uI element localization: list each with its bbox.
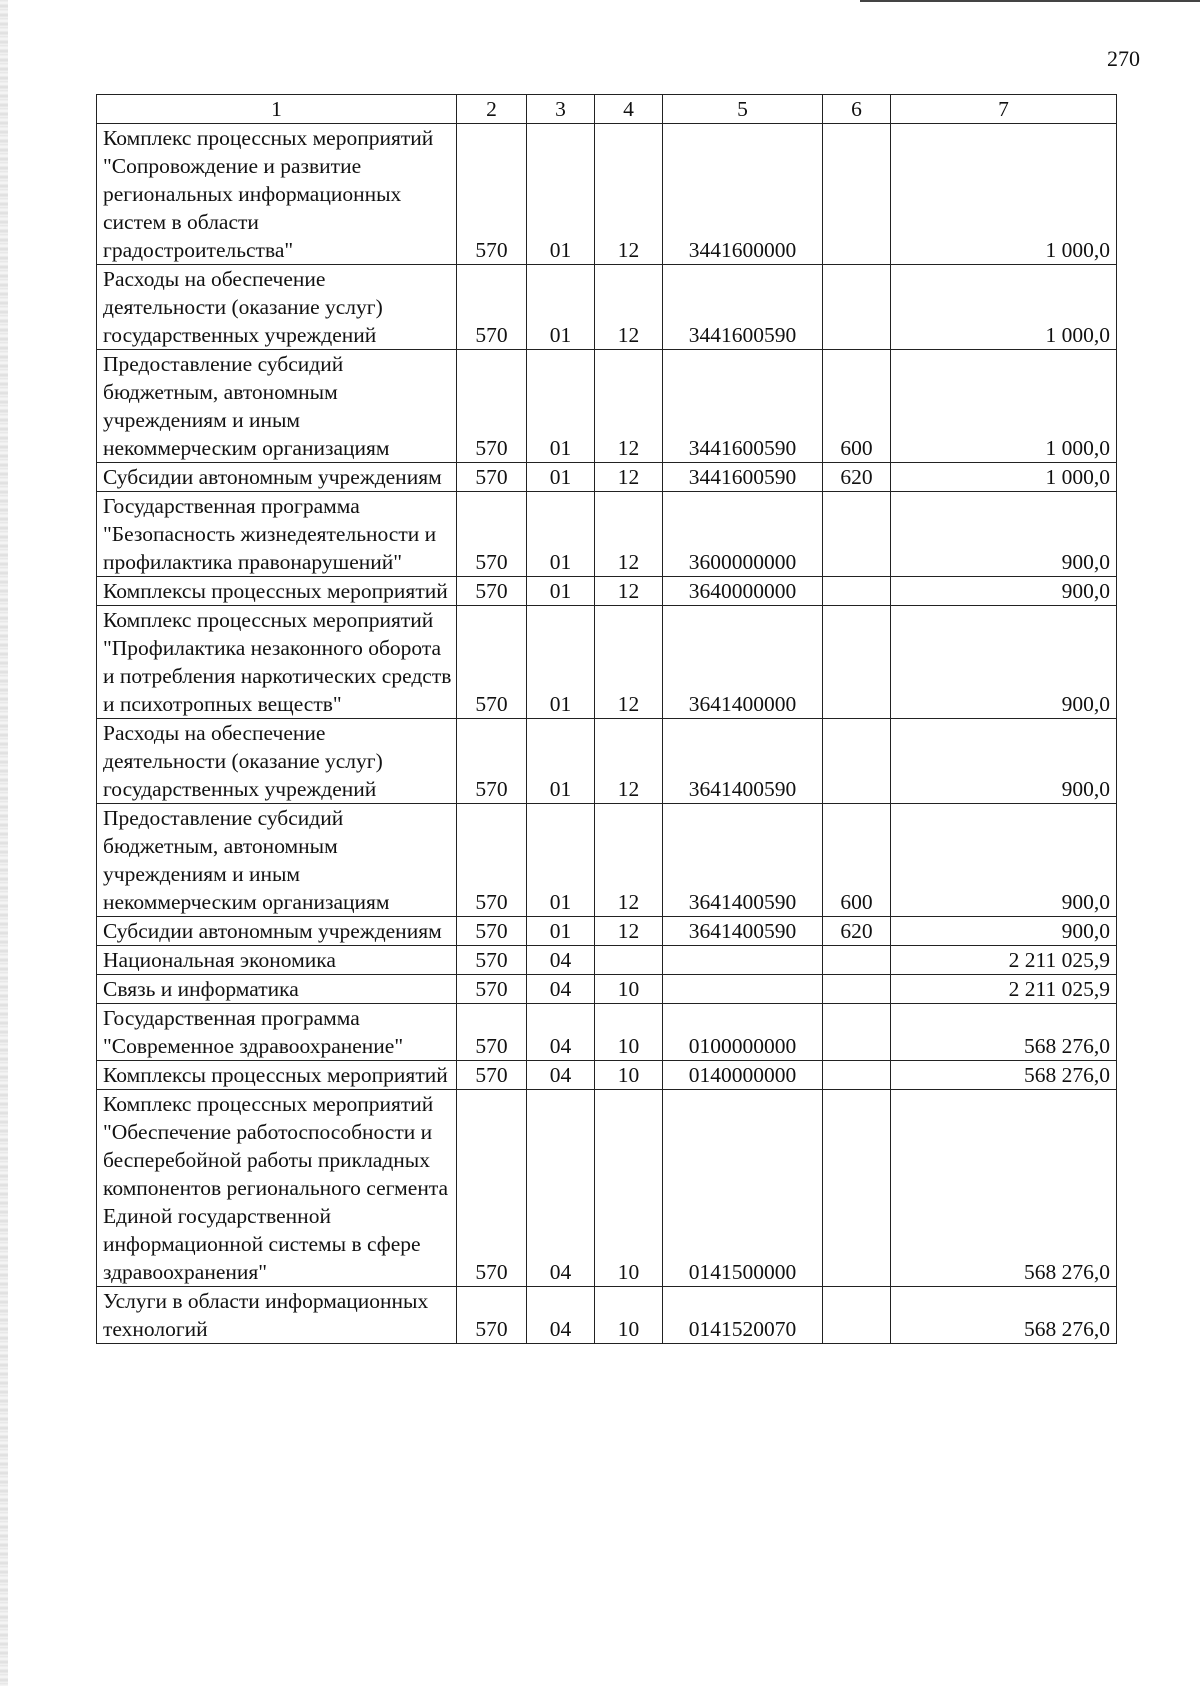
cell-col-3: 04: [527, 1004, 595, 1061]
cell-name: Субсидии автономным учреждениям: [97, 463, 457, 492]
table-row: [97, 804, 1117, 917]
cell-col-4: [595, 946, 663, 975]
cell-col-3: 01: [527, 492, 595, 577]
cell-col-4: 12: [595, 350, 663, 463]
cell-col-2: 570: [457, 1287, 527, 1344]
column-header-4: 4: [595, 95, 663, 124]
cell-col-6: 620: [823, 917, 891, 946]
cell-amount: 1 000,0: [891, 265, 1117, 350]
cell-col-2: 570: [457, 265, 527, 350]
table-body: [97, 124, 1117, 1344]
cell-col-4: 12: [595, 719, 663, 804]
cell-col-4: 12: [595, 265, 663, 350]
cell-col-3: 01: [527, 265, 595, 350]
table-row: [97, 1004, 1117, 1061]
cell-col-4: 12: [595, 606, 663, 719]
budget-table: [96, 94, 1117, 1344]
cell-col-5: 0141520070: [663, 1287, 823, 1344]
cell-amount: 900,0: [891, 719, 1117, 804]
cell-col-5: 0100000000: [663, 1004, 823, 1061]
cell-col-2: 570: [457, 577, 527, 606]
cell-name: Комплексы процессных мероприятий: [97, 577, 457, 606]
cell-col-2: 570: [457, 463, 527, 492]
cell-amount: 568 276,0: [891, 1061, 1117, 1090]
cell-col-5: 3441600590: [663, 265, 823, 350]
table-row: [97, 124, 1117, 265]
cell-col-4: 12: [595, 492, 663, 577]
cell-amount: 900,0: [891, 917, 1117, 946]
cell-name: Предоставление субсидий бюджетным, автономным учреждениям и иным некоммерческим организациям: [97, 804, 457, 917]
cell-name: Национальная экономика: [97, 946, 457, 975]
column-header-7: 7: [891, 95, 1117, 124]
cell-amount: 2 211 025,9: [891, 946, 1117, 975]
cell-col-3: 01: [527, 719, 595, 804]
cell-col-2: 570: [457, 975, 527, 1004]
header-row: [97, 95, 1117, 124]
cell-name: Расходы на обеспечение деятельности (оказание услуг) государственных учреждений: [97, 265, 457, 350]
cell-col-2: 570: [457, 124, 527, 265]
cell-col-4: 12: [595, 577, 663, 606]
cell-col-2: 570: [457, 1090, 527, 1287]
column-header-5: 5: [663, 95, 823, 124]
table-row: [97, 975, 1117, 1004]
table-row: [97, 463, 1117, 492]
cell-col-5: 3441600590: [663, 350, 823, 463]
scan-edge-top: [860, 0, 1200, 2]
cell-col-5: 3441600590: [663, 463, 823, 492]
cell-col-3: 01: [527, 350, 595, 463]
table-row: [97, 1287, 1117, 1344]
cell-col-3: 01: [527, 463, 595, 492]
cell-col-6: [823, 606, 891, 719]
cell-col-3: 04: [527, 975, 595, 1004]
cell-col-5: [663, 975, 823, 1004]
cell-col-6: [823, 1287, 891, 1344]
cell-col-5: 3641400590: [663, 719, 823, 804]
cell-amount: 568 276,0: [891, 1287, 1117, 1344]
cell-col-5: 3640000000: [663, 577, 823, 606]
cell-col-4: 10: [595, 1287, 663, 1344]
table-row: [97, 265, 1117, 350]
cell-col-6: 600: [823, 350, 891, 463]
cell-col-5: 3641400590: [663, 804, 823, 917]
cell-col-3: 01: [527, 804, 595, 917]
cell-col-2: 570: [457, 606, 527, 719]
cell-col-5: 3641400590: [663, 917, 823, 946]
column-header-6: 6: [823, 95, 891, 124]
cell-col-6: [823, 1004, 891, 1061]
cell-col-3: 04: [527, 1061, 595, 1090]
cell-col-6: [823, 1090, 891, 1287]
cell-col-4: 10: [595, 975, 663, 1004]
table-row: [97, 606, 1117, 719]
cell-col-2: 570: [457, 1061, 527, 1090]
cell-col-5: 3641400000: [663, 606, 823, 719]
cell-col-4: 12: [595, 124, 663, 265]
table-row: [97, 719, 1117, 804]
cell-amount: 900,0: [891, 492, 1117, 577]
cell-col-2: 570: [457, 492, 527, 577]
cell-col-2: 570: [457, 719, 527, 804]
cell-col-6: 620: [823, 463, 891, 492]
cell-col-6: [823, 946, 891, 975]
cell-col-4: 10: [595, 1004, 663, 1061]
cell-col-4: 12: [595, 463, 663, 492]
column-header-1: 1: [97, 95, 457, 124]
cell-col-6: [823, 1061, 891, 1090]
cell-col-3: 04: [527, 946, 595, 975]
page-number: 270: [1107, 46, 1140, 71]
cell-col-4: 10: [595, 1061, 663, 1090]
cell-col-6: [823, 975, 891, 1004]
cell-amount: 568 276,0: [891, 1004, 1117, 1061]
cell-col-3: 01: [527, 606, 595, 719]
cell-name: Услуги в области информационных технологий: [97, 1287, 457, 1344]
scan-edge-left: [0, 0, 8, 1686]
table-row: [97, 917, 1117, 946]
cell-amount: 900,0: [891, 606, 1117, 719]
cell-name: Государственная программа "Безопасность жизнедеятельности и профилактика правонарушений": [97, 492, 457, 577]
table-row: [97, 350, 1117, 463]
table-row: [97, 1061, 1117, 1090]
cell-col-2: 570: [457, 804, 527, 917]
cell-amount: 900,0: [891, 804, 1117, 917]
cell-amount: 900,0: [891, 577, 1117, 606]
cell-col-2: 570: [457, 1004, 527, 1061]
cell-amount: 2 211 025,9: [891, 975, 1117, 1004]
cell-name: Государственная программа "Современное здравоохранение": [97, 1004, 457, 1061]
cell-col-2: 570: [457, 350, 527, 463]
cell-col-5: 3441600000: [663, 124, 823, 265]
cell-name: Расходы на обеспечение деятельности (оказание услуг) государственных учреждений: [97, 719, 457, 804]
column-header-2: 2: [457, 95, 527, 124]
table-row: [97, 1090, 1117, 1287]
cell-name: Комплексы процессных мероприятий: [97, 1061, 457, 1090]
cell-col-2: 570: [457, 946, 527, 975]
cell-name: Связь и информатика: [97, 975, 457, 1004]
table-header: [97, 95, 1117, 124]
cell-col-6: [823, 265, 891, 350]
cell-col-3: 01: [527, 577, 595, 606]
cell-amount: 568 276,0: [891, 1090, 1117, 1287]
cell-amount: 1 000,0: [891, 124, 1117, 265]
cell-name: Комплекс процессных мероприятий "Профилактика незаконного оборота и потребления наркотических средств и психотропных веществ": [97, 606, 457, 719]
cell-col-5: [663, 946, 823, 975]
cell-col-5: 3600000000: [663, 492, 823, 577]
cell-name: Комплекс процессных мероприятий "Обеспечение работоспособности и бесперебойной работы прикладных компонентов регионального сегмента Единой государственной информационной системы в сфере здравоохранения": [97, 1090, 457, 1287]
cell-col-3: 04: [527, 1090, 595, 1287]
cell-amount: 1 000,0: [891, 350, 1117, 463]
column-header-3: 3: [527, 95, 595, 124]
cell-col-4: 10: [595, 1090, 663, 1287]
cell-col-2: 570: [457, 917, 527, 946]
cell-col-6: [823, 719, 891, 804]
cell-col-3: 04: [527, 1287, 595, 1344]
cell-col-4: 12: [595, 917, 663, 946]
cell-col-4: 12: [595, 804, 663, 917]
table-row: [97, 946, 1117, 975]
cell-col-3: 01: [527, 917, 595, 946]
cell-col-6: [823, 492, 891, 577]
table-row: [97, 577, 1117, 606]
cell-col-5: 0140000000: [663, 1061, 823, 1090]
cell-col-6: [823, 577, 891, 606]
table-row: [97, 492, 1117, 577]
cell-col-6: 600: [823, 804, 891, 917]
cell-name: Предоставление субсидий бюджетным, автономным учреждениям и иным некоммерческим организациям: [97, 350, 457, 463]
cell-name: Комплекс процессных мероприятий "Сопровождение и развитие региональных информационных систем в области градостроительства": [97, 124, 457, 265]
cell-col-6: [823, 124, 891, 265]
cell-col-3: 01: [527, 124, 595, 265]
cell-name: Субсидии автономным учреждениям: [97, 917, 457, 946]
cell-amount: 1 000,0: [891, 463, 1117, 492]
cell-col-5: 0141500000: [663, 1090, 823, 1287]
